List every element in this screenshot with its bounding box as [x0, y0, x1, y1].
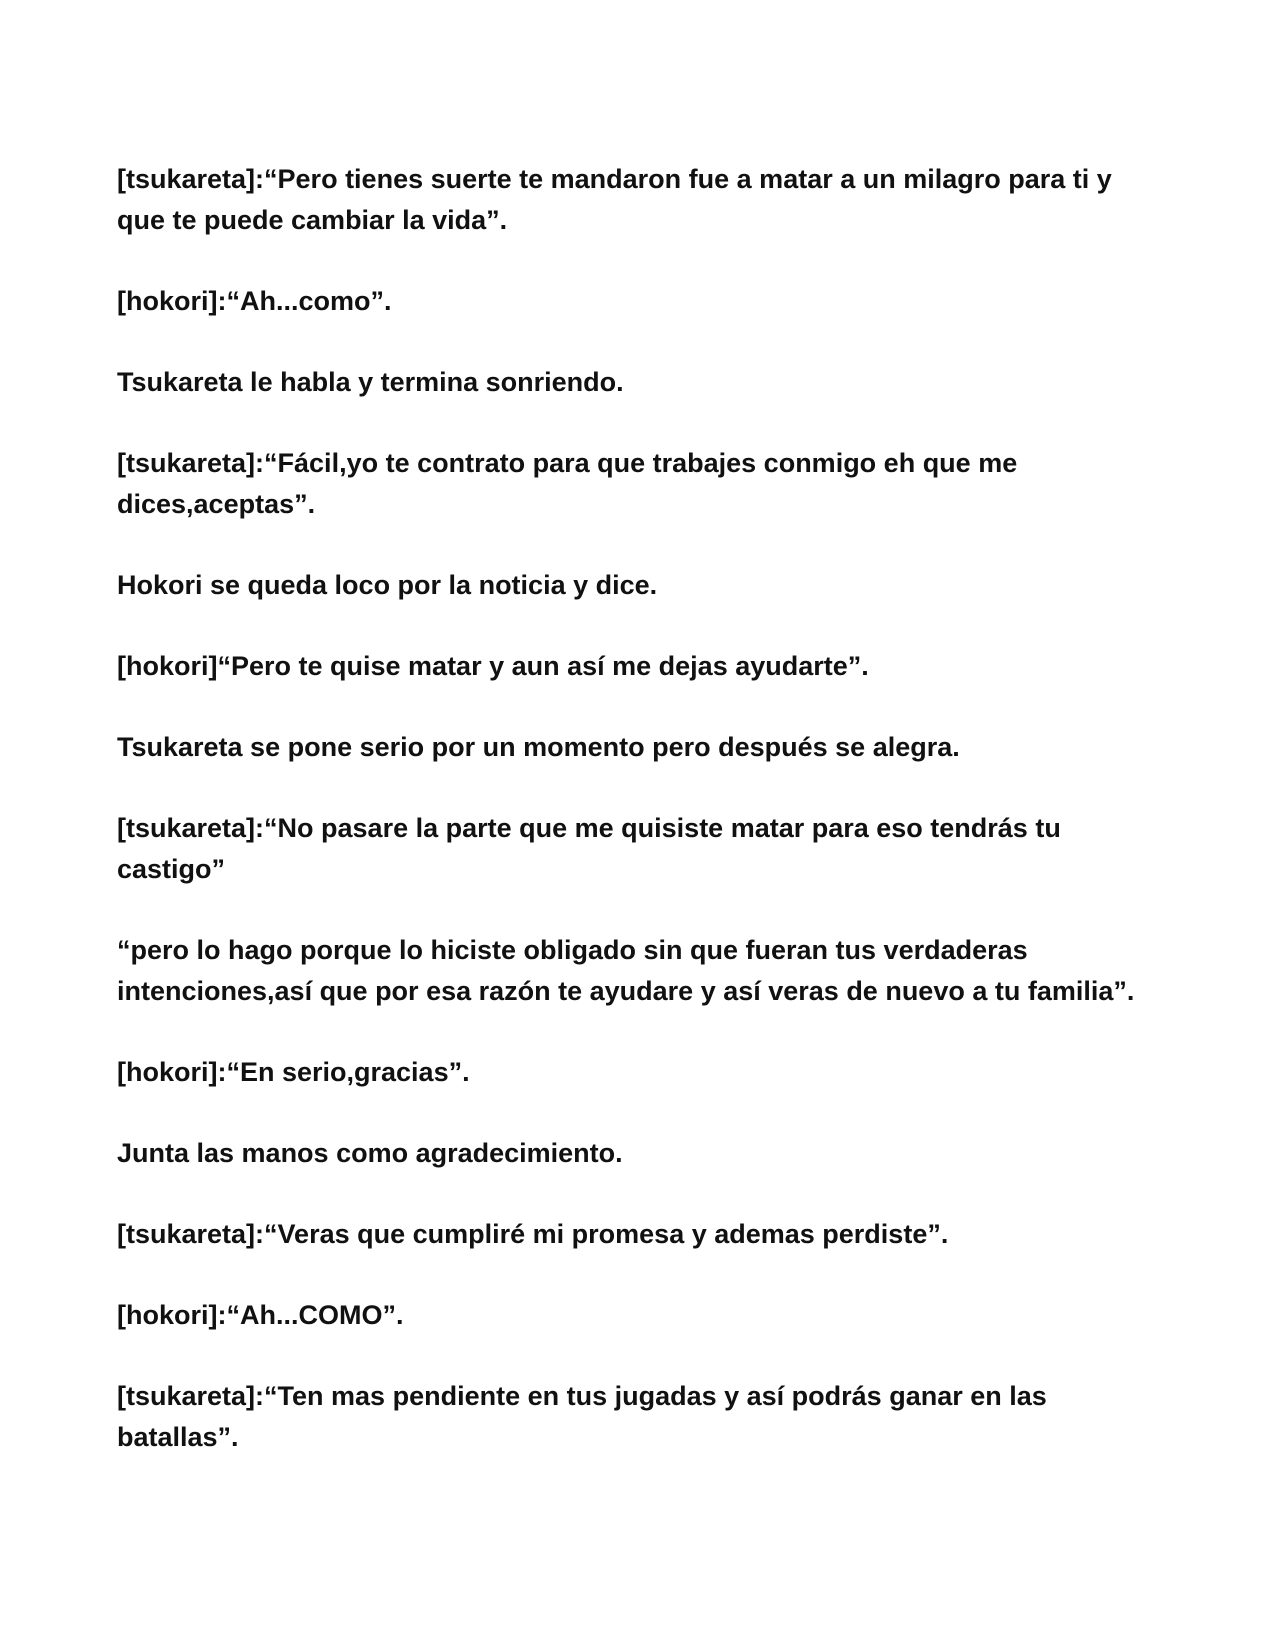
paragraph: “pero lo hago porque lo hiciste obligado sin que fueran tus verdaderas intenciones,así que por esa razón te ayudare y así veras de nuevo a tu familia”. [117, 935, 1135, 1006]
paragraph: [tsukareta]:“No pasare la parte que me quisiste matar para eso tendrás tu castigo” [117, 813, 1061, 884]
paragraph: [tsukareta]:“Veras que cumpliré mi promesa y ademas perdiste”. [117, 1219, 949, 1249]
paragraph: [hokori]:“Ah...COMO”. [117, 1300, 404, 1330]
paragraph: [tsukareta]:“Fácil,yo te contrato para que trabajes conmigo eh que me dices,aceptas”. [117, 448, 1018, 519]
paragraph: Hokori se queda loco por la noticia y dice. [117, 570, 658, 600]
paragraph: [hokori]:“Ah...como”. [117, 286, 392, 316]
document-body [117, 159, 1157, 1498]
paragraph: [tsukareta]:“Ten mas pendiente en tus jugadas y así podrás ganar en las batallas”. [117, 1381, 1047, 1452]
paragraph: Junta las manos como agradecimiento. [117, 1138, 623, 1168]
paragraph: Tsukareta le habla y termina sonriendo. [117, 367, 624, 397]
paragraph: [hokori]“Pero te quise matar y aun así me dejas ayudarte”. [117, 651, 869, 681]
paragraph: Tsukareta se pone serio por un momento pero después se alegra. [117, 732, 960, 762]
paragraph: [tsukareta]:“Pero tienes suerte te mandaron fue a matar a un milagro para ti y que te puede cambiar la vida”. [117, 164, 1112, 235]
paragraph: [hokori]:“En serio,gracias”. [117, 1057, 470, 1087]
